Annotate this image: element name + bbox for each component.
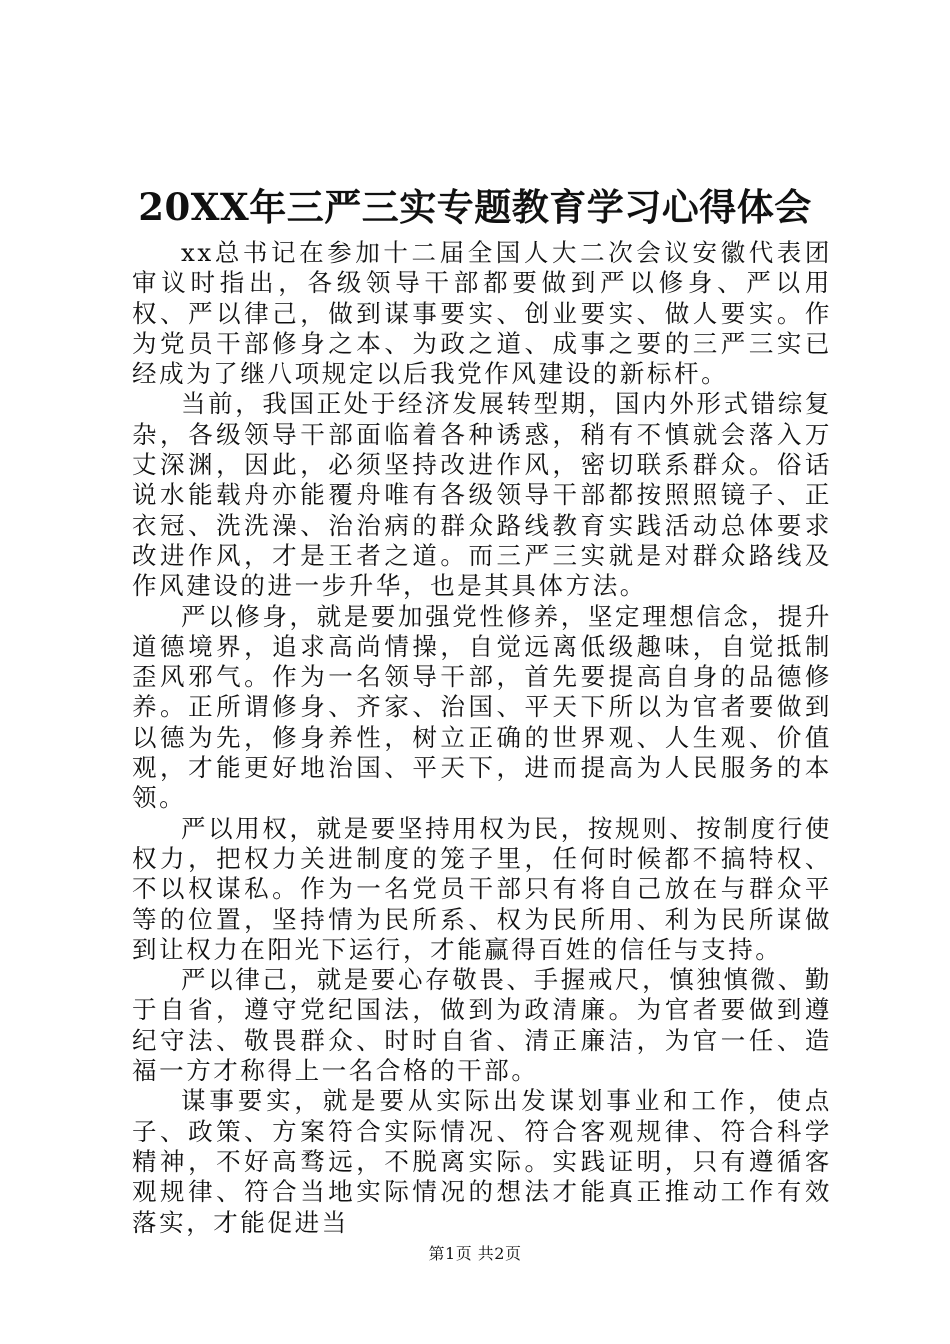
paragraph: xx总书记在参加十二届全国人大二次会议安徽代表团审议时指出，各级领导干部都要做到严以修身、严以用权、严以律己，做到谋事要实、创业要实、做人要实。作为党员干部修身之本、为政之道、成事之要的三严三实已经成为了继八项规定以后我党作风建设的新标杆。 (132, 238, 832, 389)
paragraph: 谋事要实，就是要从实际出发谋划事业和工作，使点子、政策、方案符合实际情况、符合客观规律、符合科学精神，不好高骛远，不脱离实际。实践证明，只有遵循客观规律、符合当地实际情况的想法才能真正推动工作有效落实，才能促进当 (132, 1086, 832, 1237)
document-body (132, 238, 832, 1238)
page-footer: 第1页 共2页 (428, 1244, 522, 1263)
paragraph: 当前，我国正处于经济发展转型期，国内外形式错综复杂，各级领导干部面临着各种诱惑，稍有不慎就会落入万丈深渊，因此，必须坚持改进作风，密切联系群众。俗话说水能载舟亦能覆舟唯有各级领导干部都按照照镜子、正衣冠、洗洗澡、治治病的群众路线教育实践活动总体要求改进作风，才是王者之道。而三严三实就是对群众路线及作风建设的进一步升华，也是其具体方法。 (132, 389, 832, 601)
paragraph: 严以律己，就是要心存敬畏、手握戒尺，慎独慎微、勤于自省，遵守党纪国法，做到为政清廉。为官者要做到遵纪守法、敬畏群众、时时自省、清正廉洁，为官一任、造福一方才称得上一名合格的干部。 (132, 965, 832, 1086)
document-title: 20XX年三严三实专题教育学习心得体会 (138, 185, 812, 229)
paragraph: 严以用权，就是要坚持用权为民，按规则、按制度行使权力，把权力关进制度的笼子里，任何时候都不搞特权、不以权谋私。作为一名党员干部只有将自己放在与群众平等的位置，坚持情为民所系、权为民所用、利为民所谋做到让权力在阳光下运行，才能赢得百姓的信任与支持。 (132, 813, 832, 964)
paragraph: 严以修身，就是要加强党性修养，坚定理想信念，提升道德境界，追求高尚情操，自觉远离低级趣味，自觉抵制歪风邪气。作为一名领导干部，首先要提高自身的品德修养。正所谓修身、齐家、治国、平天下所以为官者要做到以德为先，修身养性，树立正确的世界观、人生观、价值观，才能更好地治国、平天下，进而提高为人民服务的本领。 (132, 601, 832, 813)
